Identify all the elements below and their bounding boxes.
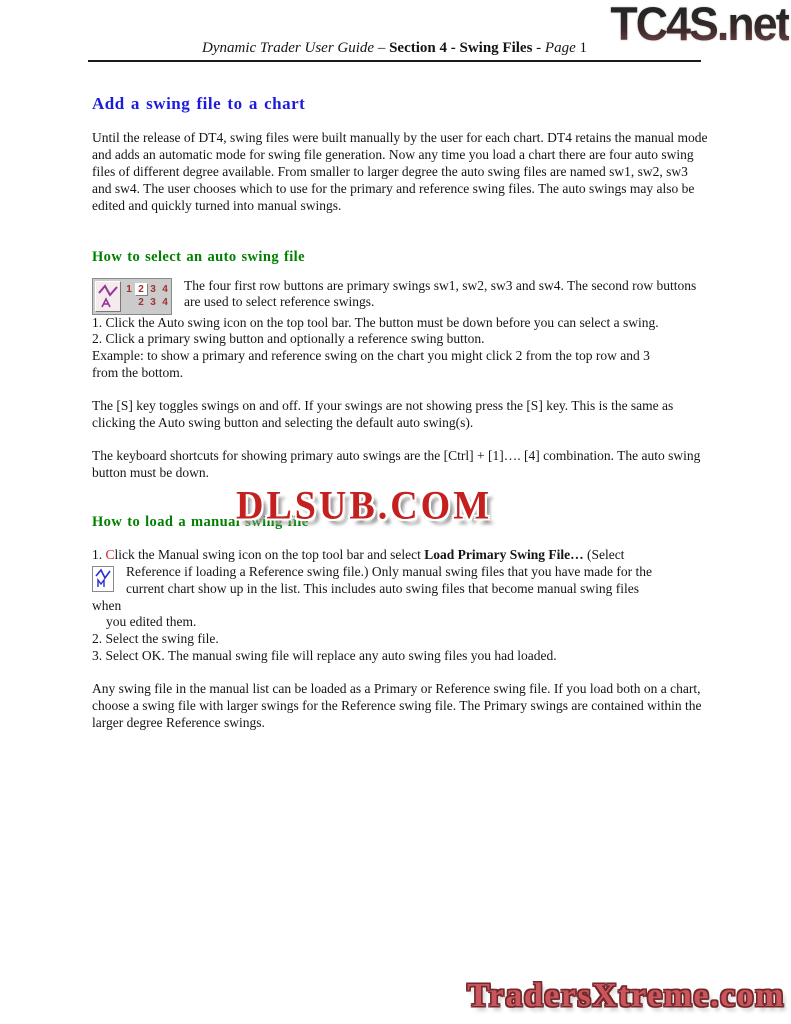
manual-step-1-text: lick the Manual swing icon on the top tool bar and select bbox=[114, 546, 425, 562]
auto-example-line-1: Example: to show a primary and reference swing on the chart you might click 2 from the top row and 3 bbox=[92, 348, 650, 364]
section-title: Section 4 - Swing Files bbox=[389, 40, 533, 56]
swing-button-3: 3 bbox=[150, 284, 156, 296]
manual-step-1-number: 1. bbox=[92, 546, 106, 562]
auto-step-2: 2. Click a primary swing button and optionally a reference swing button. bbox=[92, 331, 485, 347]
closing-paragraph: Any swing file in the manual list can be loaded as a Primary or Reference swing file. If you load both on a chart, choose a swing file with larger swings for the Reference swing file. The Primary swings are contained within the larger degree Reference swings. bbox=[92, 681, 702, 730]
swing-button-2-pressed: 2 bbox=[135, 283, 148, 296]
article-body bbox=[92, 62, 710, 732]
ref-swing-button-4: 4 bbox=[162, 297, 168, 309]
swing-button-4: 4 bbox=[162, 284, 168, 296]
header-separator: - bbox=[532, 40, 545, 56]
primary-swing-row bbox=[123, 283, 171, 296]
swing-number-buttons bbox=[122, 283, 171, 309]
swing-button-1: 1 bbox=[126, 284, 132, 296]
auto-swing-toolbar-icon bbox=[92, 278, 172, 315]
swing-row2-spacer bbox=[124, 296, 135, 309]
manual-wrap-line-4: you edited them. bbox=[106, 614, 197, 630]
load-primary-swing-file-label: Load Primary Swing File… bbox=[424, 546, 584, 562]
section-heading-manual: How to load a manual swing file bbox=[92, 513, 309, 530]
auto-steps bbox=[92, 315, 710, 383]
shortcut-note: The keyboard shortcuts for showing primary auto swings are the [Ctrl] + [1]…. [4] combination. The auto swing button must be down. bbox=[92, 447, 701, 480]
zigzag-m-glyph bbox=[93, 567, 113, 591]
page-header bbox=[88, 40, 701, 57]
manual-wrap-line-2: current chart show up in the list. This includes auto swing files that become manual swing files bbox=[126, 580, 640, 596]
zigzag-a-glyph bbox=[96, 282, 120, 311]
manual-step-2: 2. Select the swing file. bbox=[92, 631, 219, 647]
auto-icon-caption: The four first row buttons are primary swings sw1, sw2, sw3 and sw4. The second row buttons are used to select reference swings. bbox=[184, 277, 697, 310]
auto-example-line-2: from the bottom. bbox=[92, 365, 184, 381]
page-number: 1 bbox=[579, 40, 587, 56]
guide-title: Dynamic Trader User Guide – bbox=[202, 40, 390, 56]
manual-step-1-red-letter: C bbox=[105, 546, 115, 562]
s-key-note: The [S] key toggles swings on and off. If your swings are not showing press the [S] key. This is the same as clicking the Auto swing button and selecting the default auto swing(s). bbox=[92, 398, 674, 431]
manual-swing-toolbar-icon bbox=[92, 566, 114, 592]
manual-step-1 bbox=[92, 547, 710, 564]
manual-step-1-wrap bbox=[126, 564, 652, 598]
ref-swing-button-2: 2 bbox=[138, 297, 144, 309]
intro-paragraph: Until the release of DT4, swing files were built manually by the user for each chart. DT4 retains the manual mode and adds an automatic mode for swing file generation. Now any time you load a chart there are four auto swing files of different degree available. From smaller to larger degree the auto swing files are named sw1, sw2, sw3 and sw4. The user chooses which to use for the primary and reference swing files. The auto swings may also be edited and quickly turned into manual swings. bbox=[92, 130, 708, 213]
reference-swing-row bbox=[123, 296, 171, 309]
auto-swing-icon-row bbox=[92, 278, 710, 315]
manual-step-1-text-end: (Select bbox=[583, 546, 625, 562]
dlsub-watermark: DLSUB.COM bbox=[236, 483, 493, 529]
tradersxtreme-watermark: TradersXtreme.com bbox=[467, 977, 785, 1014]
page-label: Page bbox=[544, 40, 576, 56]
tc4s-watermark: TC4S.net bbox=[610, 0, 789, 50]
manual-wrap-line-3: when bbox=[92, 597, 122, 613]
auto-step-1: 1. Click the Auto swing icon on the top tool bar. The button must be down before you can select a swing. bbox=[92, 314, 659, 330]
section-heading-auto: How to select an auto swing file bbox=[92, 248, 305, 265]
manual-step-3: 3. Select OK. The manual swing file will replace any auto swing files you had loaded. bbox=[92, 648, 557, 664]
manual-wrap-line-1: Reference if loading a Reference swing file.) Only manual swing files that you have made for the bbox=[126, 563, 652, 579]
swing-zigzag-icon bbox=[95, 281, 121, 312]
ref-swing-button-3: 3 bbox=[150, 297, 156, 309]
article-title: Add a swing file to a chart bbox=[92, 94, 306, 113]
manual-swing-icon-row bbox=[92, 564, 710, 598]
